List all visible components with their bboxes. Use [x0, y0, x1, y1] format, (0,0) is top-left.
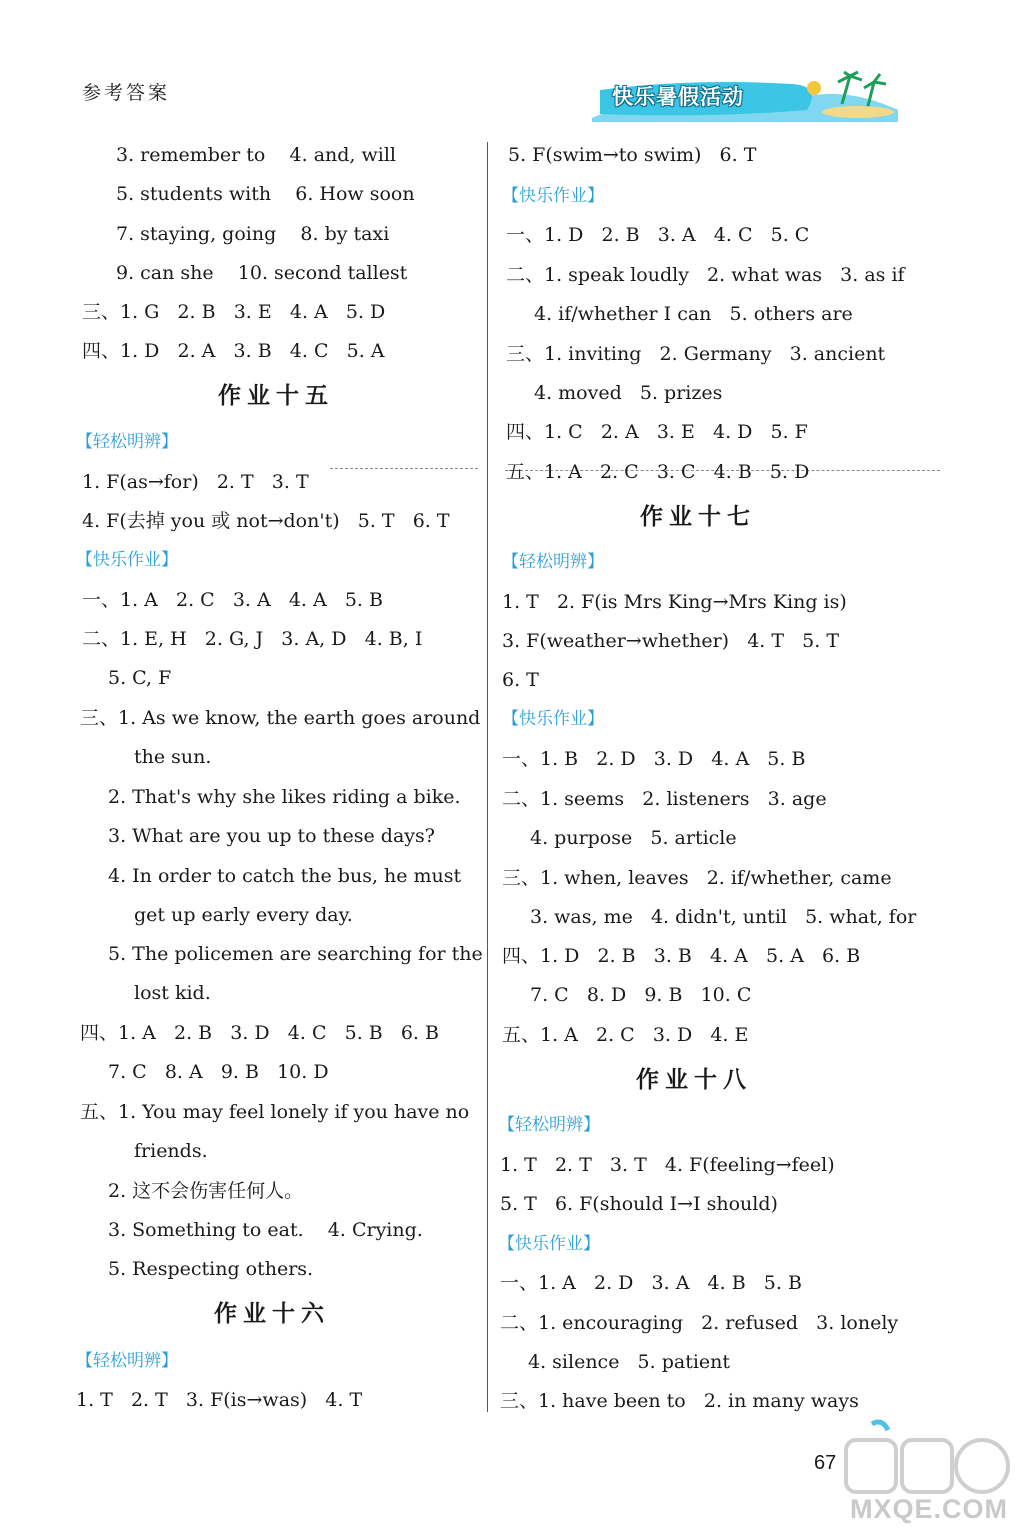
answer-line: 5. T 6. F(should I→I should) [500, 1193, 778, 1215]
answer-line: 1. T 2. F(is Mrs King→Mrs King is) [502, 591, 847, 613]
subsection-tag: 【快乐作业】 [502, 709, 604, 729]
answer-line: 5. Respecting others. [108, 1258, 314, 1280]
answer-line: 四、1. D 2. B 3. B 4. A 5. A 6. B [502, 945, 861, 967]
answer-line: 4. moved 5. prizes [534, 382, 723, 404]
answer-line: 4. F(去掉 you 或 not→don't) 5. T 6. T [82, 510, 450, 532]
answer-line: 7. C 8. A 9. B 10. D [108, 1061, 329, 1083]
answer-line: 一、1. D 2. B 3. A 4. C 5. C [506, 224, 810, 246]
answer-line: 4. In order to catch the bus, he must [108, 865, 462, 887]
sun-icon [807, 81, 821, 95]
answer-line: 四、1. D 2. A 3. B 4. C 5. A [82, 340, 385, 362]
subsection-tag: 【快乐作业】 [498, 1234, 600, 1254]
subsection-tag: 【快乐作业】 [502, 186, 604, 206]
section-heading: 作业十八 [636, 1067, 752, 1093]
page-number: 67 [814, 1452, 837, 1474]
section-heading: 作业十六 [214, 1301, 330, 1327]
answer-line: 一、1. B 2. D 3. D 4. A 5. B [502, 748, 806, 770]
answer-line: 5. The policemen are searching for the [108, 943, 483, 965]
subsection-tag: 【轻松明辨】 [76, 1351, 178, 1371]
watermark-text: MXQE.COM [850, 1494, 1009, 1524]
answer-line: 5. F(swim→to swim) 6. T [508, 144, 757, 166]
answer-line: 4. if/whether I can 5. others are [534, 303, 853, 325]
answer-line: 五、1. A 2. C 3. D 4. E [502, 1024, 749, 1046]
answer-line: 三、1. when, leaves 2. if/whether, came [502, 867, 892, 889]
answer-line: 三、1. As we know, the earth goes around [80, 707, 481, 729]
title-banner [592, 70, 898, 122]
answer-line: 3. Something to eat. 4. Crying. [108, 1219, 423, 1241]
answer-line: get up early every day. [134, 904, 353, 926]
answer-line: 二、1. seems 2. listeners 3. age [502, 788, 827, 810]
answer-line: 5. students with 6. How soon [116, 183, 415, 205]
answer-line: 3. was, me 4. didn't, until 5. what, for [530, 906, 917, 928]
section-heading: 作业十七 [640, 504, 756, 530]
answer-line: 1. F(as→for) 2. T 3. T [82, 471, 309, 493]
answer-line: 四、1. A 2. B 3. D 4. C 5. B 6. B [80, 1022, 439, 1044]
answer-line: friends. [134, 1140, 208, 1162]
subsection-tag: 【轻松明辨】 [76, 432, 178, 452]
column-divider [487, 142, 488, 1412]
answer-line: 7. staying, going 8. by taxi [116, 223, 390, 245]
running-header-label: 参考答案 [82, 82, 171, 104]
answer-line: 9. can she 10. second tallest [116, 262, 408, 284]
dashed-rule [330, 468, 478, 469]
answer-line: 7. C 8. D 9. B 10. C [530, 984, 752, 1006]
answer-line: 一、1. A 2. D 3. A 4. B 5. B [500, 1272, 802, 1294]
answer-line: 3. F(weather→whether) 4. T 5. T [502, 630, 839, 652]
subsection-tag: 【轻松明辨】 [498, 1115, 600, 1135]
answer-line: 2. That's why she likes riding a bike. [108, 786, 461, 808]
section-heading: 作业十五 [218, 383, 334, 409]
answer-line: 二、1. encouraging 2. refused 3. lonely [500, 1312, 899, 1334]
answer-line: 二、1. speak loudly 2. what was 3. as if [506, 264, 905, 286]
answer-line: 2. 这不会伤害任何人。 [108, 1180, 304, 1202]
answer-line: 四、1. C 2. A 3. E 4. D 5. F [506, 421, 808, 443]
answer-line: 三、1. G 2. B 3. E 4. A 5. D [82, 301, 386, 323]
answer-line: 三、1. have been to 2. in many ways [500, 1390, 859, 1412]
answer-line: 一、1. A 2. C 3. A 4. A 5. B [82, 589, 383, 611]
answer-line: 3. What are you up to these days? [108, 825, 435, 847]
answer-line: 二、1. E, H 2. G, J 3. A, D 4. B, I [82, 628, 423, 650]
answer-line: 6. T [502, 669, 539, 691]
answer-line: 1. T 2. T 3. F(is→was) 4. T [76, 1389, 363, 1411]
answer-line: 3. remember to 4. and, will [116, 144, 396, 166]
answer-line: the sun. [134, 746, 212, 768]
answer-line: 五、1. A 2. C 3. C 4. B 5. D [506, 461, 810, 483]
answer-line: 1. T 2. T 3. T 4. F(feeling→feel) [500, 1154, 835, 1176]
subsection-tag: 【轻松明辨】 [502, 552, 604, 572]
answer-line: 4. silence 5. patient [528, 1351, 731, 1373]
answer-line: 五、1. You may feel lonely if you have no [80, 1101, 470, 1123]
subsection-tag: 【快乐作业】 [76, 550, 178, 570]
answer-line: 5. C, F [108, 667, 172, 689]
answer-line: 4. purpose 5. article [530, 827, 737, 849]
answer-line: lost kid. [134, 982, 211, 1004]
answer-line: 三、1. inviting 2. Germany 3. ancient [506, 343, 886, 365]
banner-title: 快乐暑假活动 [612, 85, 744, 109]
